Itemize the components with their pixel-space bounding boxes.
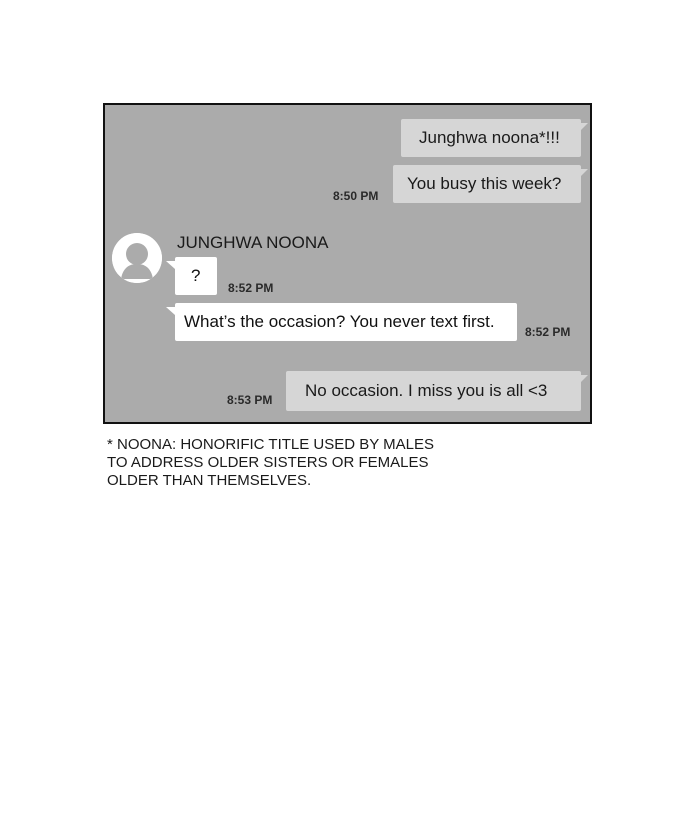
incoming-message — [175, 257, 217, 295]
incoming-message — [175, 303, 517, 341]
outgoing-message — [393, 165, 581, 203]
message-text: No occasion. I miss you is all <3 — [305, 381, 548, 400]
footnote-line: * NOONA: HONORIFIC TITLE USED BY MALES — [107, 436, 435, 453]
footnote — [107, 436, 467, 490]
message-text: ? — [191, 266, 201, 285]
outgoing-message — [286, 371, 581, 411]
message-timestamp: 8:53 PM — [227, 393, 273, 407]
person-silhouette-icon — [112, 233, 162, 283]
message-text: What’s the occasion? You never text first. — [184, 312, 495, 331]
bubble-tail — [166, 261, 175, 269]
outgoing-message — [401, 119, 581, 157]
bubble-tail — [580, 375, 588, 383]
message-timestamp: 8:52 PM — [228, 281, 274, 295]
bubble-tail — [580, 123, 588, 131]
message-timestamp: 8:52 PM — [525, 325, 571, 339]
message-text: You busy this week? — [407, 174, 562, 193]
contact-name: JUNGHWA NOONA — [177, 233, 329, 252]
chat-panel — [103, 103, 592, 424]
footnote-line: TO ADDRESS OLDER SISTERS OR FEMALES — [107, 454, 429, 471]
message-timestamp: 8:50 PM — [333, 189, 379, 203]
bubble-tail — [166, 307, 175, 315]
contact-avatar[interactable] — [112, 233, 162, 283]
bubble-tail — [580, 169, 588, 177]
message-text: Junghwa noona*!!! — [419, 128, 560, 147]
footnote-line: OLDER THAN THEMSELVES. — [107, 472, 312, 489]
